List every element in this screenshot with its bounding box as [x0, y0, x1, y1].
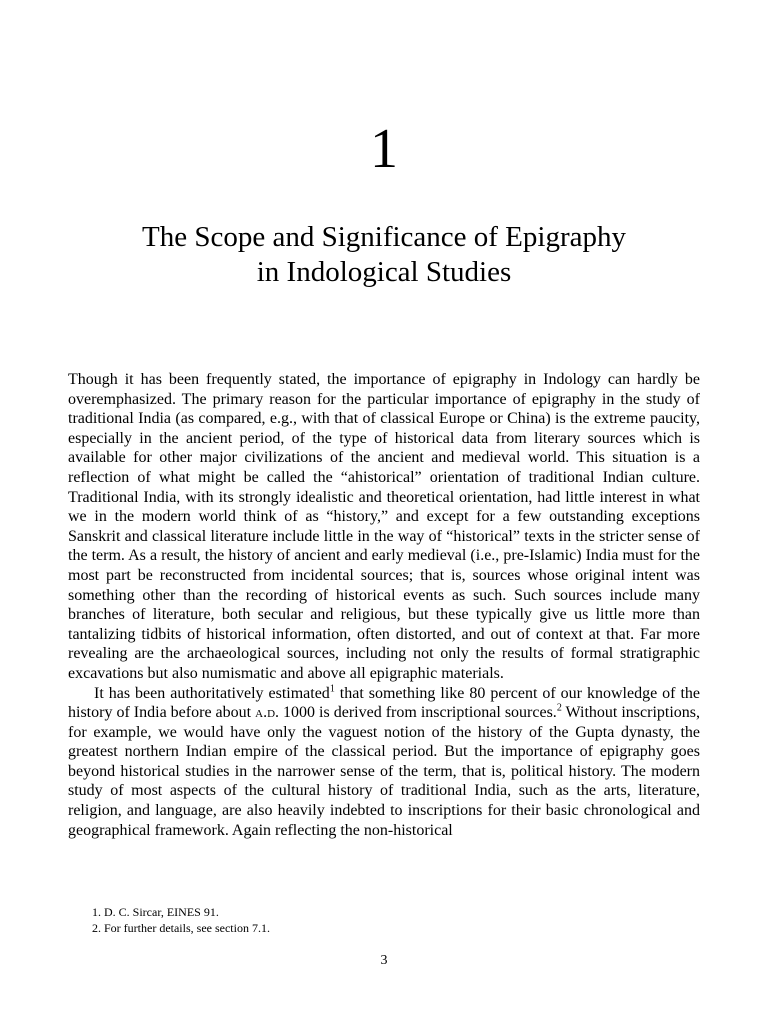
paragraph-2-text-b: that something like 80 percent of our knowledge of the history of India before about: [68, 684, 700, 722]
paragraph-1: Though it has been frequently stated, the importance of epigraphy in Indology can hardly be overemphasized. The primary reason for the particular importance of epigraphy in the study of traditional India (as compared, e.g., with that of classical Europe or China) is the extreme paucity, especially in the ancient period, of the type of historical data from literary sources which is available for other major civilizations of the ancient and medieval world. This situation is a reflection of what might be called the “ahistorical” orientation of traditional Indian culture. Traditional India, with its strongly idealistic and theoretical orientation, had little interest in what we in the modern world think of as “history,” and except for a few outstanding exceptions Sanskrit and classical literature include little in the way of “historical” texts in the stricter sense of the term. As a result, the history of ancient and early medieval (i.e., pre-Islamic) India must for the most part be reconstructed from incidental sources; that is, sources whose original intent was something other than the recording of historical events as such. Such sources include many branches of literature, both secular and religious, but these typically give us little more than tantalizing tidbits of historical information, often distorted, and out of context at that. Far more revealing are the archaeological sources, including not only the results of formal stratigraphic excavations but also numismatic and above all epigraphic materials.: [68, 371, 700, 682]
paragraph-2-text-d: Without inscriptions, for example, we would have only the vaguest notion of the history of the Gupta dynasty, the greatest northern Indian empire of the classical period. But the importance of epigraphy goes beyond historical studies in the narrower sense of the term, that is, political history. The modern study of most aspects of the cultural history of traditional India, such as the arts, literature, religion, and language, are also heavily indebted to inscriptions for their basic chronological and geographical framework. Again reflecting the non-historical: [68, 704, 701, 839]
paragraph-2-text-c: 1000 is derived from inscriptional sources.: [279, 704, 557, 722]
paragraph-2-text-a: It has been authoritatively estimated: [94, 684, 330, 702]
chapter-title: [0, 220, 768, 290]
footnotes: [92, 904, 692, 936]
footnote-1: 1. D. C. Sircar, EINES 91.: [92, 905, 219, 919]
body-text: [68, 370, 700, 840]
footnote-ref-2: 2: [556, 702, 562, 714]
era-abbreviation: a.d.: [255, 704, 280, 722]
chapter-number: 1: [370, 118, 398, 180]
chapter-title-line-2: in Indological Studies: [256, 256, 512, 288]
chapter-title-line-1: The Scope and Significance of Epigraphy: [142, 221, 626, 253]
footnote-2: 2. For further details, see section 7.1.: [92, 921, 270, 935]
page-number: 3: [380, 953, 388, 968]
footnote-ref-1: 1: [329, 683, 335, 695]
paragraph-2: [68, 684, 700, 841]
